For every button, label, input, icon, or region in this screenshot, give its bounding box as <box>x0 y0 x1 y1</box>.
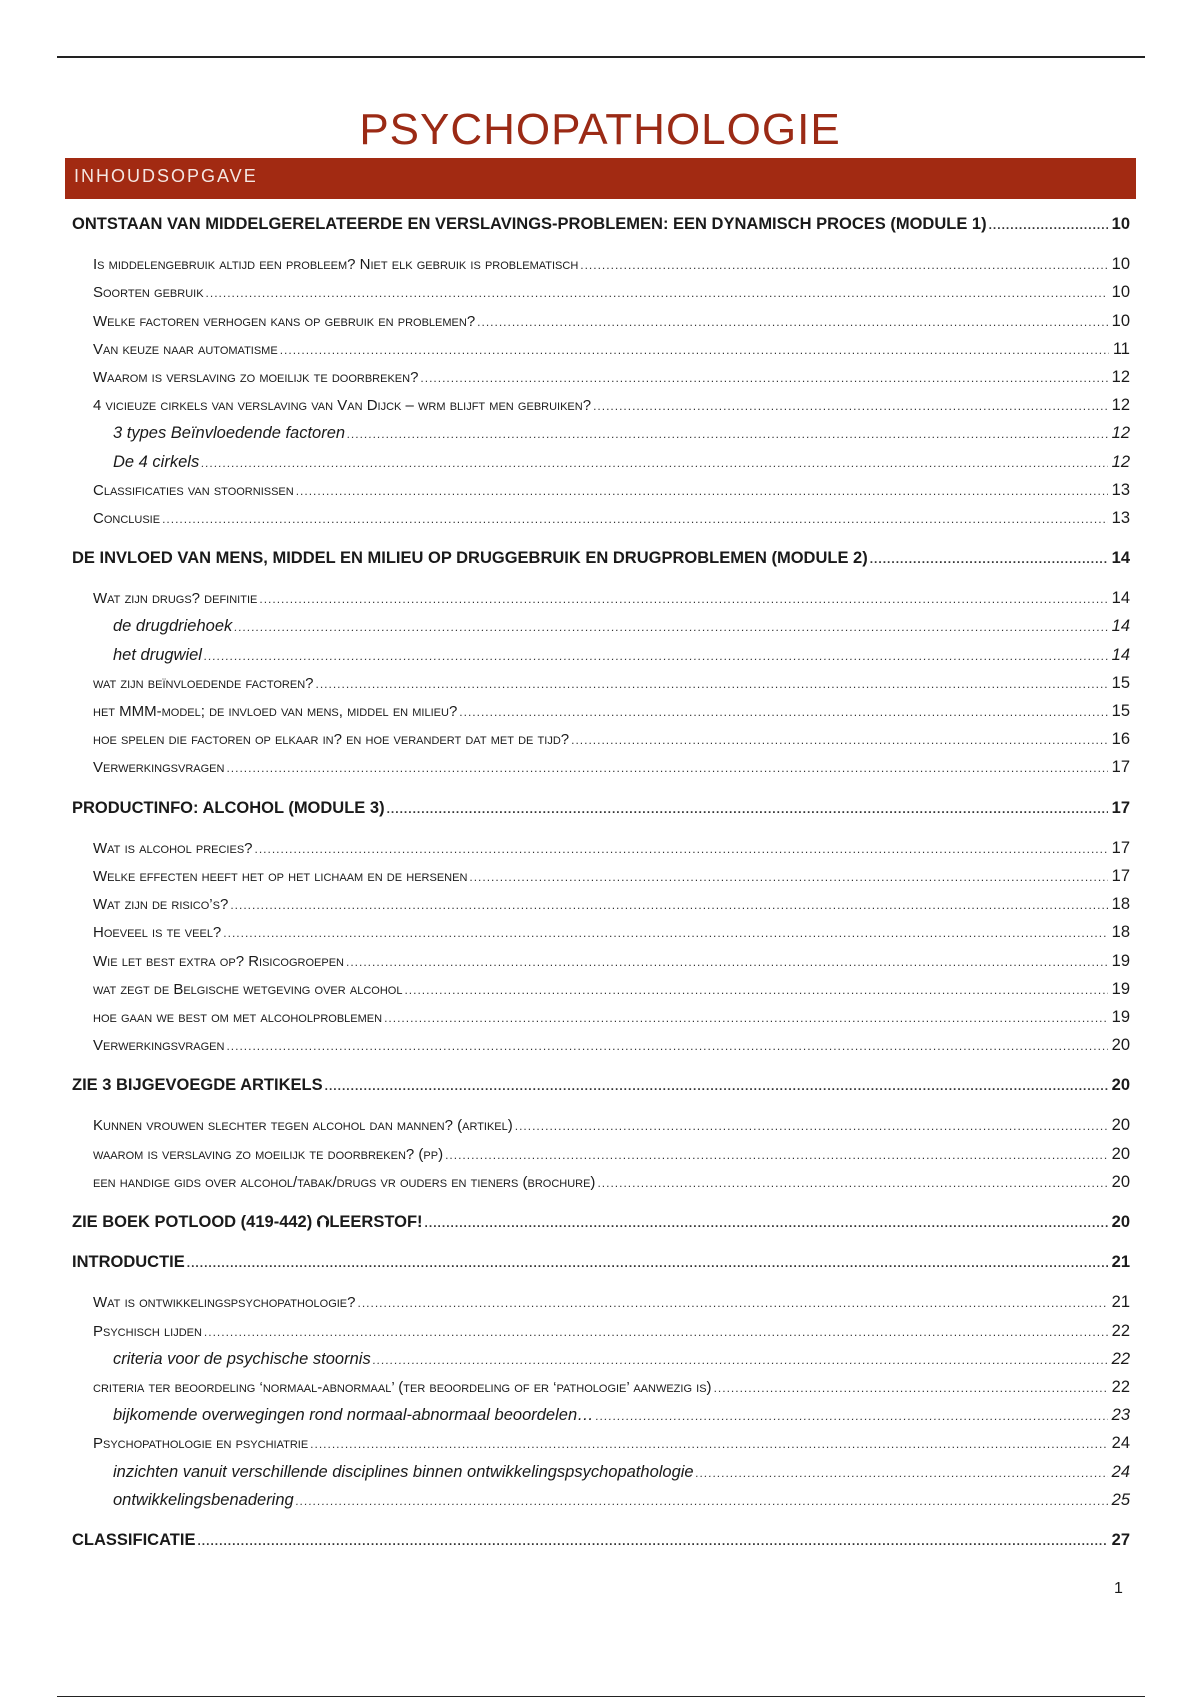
toc-leader-dots <box>206 279 1108 307</box>
toc-entry-page: 20 <box>1111 1116 1130 1135</box>
toc-leader-dots <box>384 1004 1108 1032</box>
toc-leader-dots <box>596 1401 1108 1430</box>
toc-leader-dots <box>226 754 1107 782</box>
toc-leader-dots <box>204 1318 1108 1346</box>
toc-leader-dots <box>989 210 1108 239</box>
toc-entry[interactable] <box>72 890 1130 918</box>
toc-leader-dots <box>162 505 1108 533</box>
toc-entry-title: Psychopathologie en psychiatrie <box>93 1435 309 1453</box>
toc-entry-title: Van keuze naar automatisme <box>93 340 278 358</box>
toc-entry[interactable] <box>72 1526 1130 1554</box>
toc-entry[interactable] <box>72 1429 1130 1457</box>
toc-entry[interactable] <box>72 753 1130 781</box>
toc-entry[interactable] <box>72 419 1130 447</box>
toc-leader-dots <box>420 364 1107 392</box>
toc-entry-page: 10 <box>1111 215 1130 233</box>
toc-entry[interactable] <box>72 1168 1130 1196</box>
toc-entry-page: 20 <box>1111 1213 1130 1231</box>
toc-leader-dots <box>310 1430 1107 1458</box>
toc-leader-dots <box>259 585 1107 613</box>
toc-leader-dots <box>347 419 1108 448</box>
toc-entry-title: De 4 cirkels <box>113 452 200 471</box>
toc-entry-page: 17 <box>1111 838 1130 857</box>
toc-entry-page: 18 <box>1111 923 1130 942</box>
toc-entry-page: 10 <box>1111 255 1130 274</box>
toc-entry-title: criteria ter beoordeling ‘normaal-abnormaal’ (ter beoordeling of er ‘pathologie’ aanwezig is) <box>93 1378 712 1396</box>
toc-entry-page: 20 <box>1111 1036 1130 1055</box>
toc-entry-page: 15 <box>1111 702 1130 720</box>
toc-leader-dots <box>593 392 1108 420</box>
toc-entry-title: Waarom is verslaving zo moeilijk te doorbreken? <box>93 368 419 386</box>
toc-entry-page: 23 <box>1111 1406 1130 1425</box>
toc-leader-dots <box>404 976 1107 1004</box>
toc-entry-title: waarom is verslaving zo moeilijk te doorbreken? (pp) <box>93 1145 444 1163</box>
toc-entry[interactable] <box>72 476 1130 504</box>
toc-entry-page: 27 <box>1111 1530 1130 1549</box>
toc-entry-page: 14 <box>1111 589 1130 608</box>
toc-entry-page: 15 <box>1111 673 1130 692</box>
toc-entry-title: Wat is alcohol precies? <box>93 839 253 857</box>
toc-leader-dots <box>204 641 1108 670</box>
toc-entry-title: Is middelengebruik altijd een probleem? Niet elk gebruik is problematisch <box>93 256 579 274</box>
toc-entry[interactable] <box>72 1031 1130 1059</box>
toc-entry-page: 21 <box>1111 1253 1130 1272</box>
toc-entry[interactable] <box>72 862 1130 890</box>
toc-entry-page: 19 <box>1111 1007 1130 1026</box>
toc-entry-title: wat zijn beïnvloedende factoren? <box>93 674 314 692</box>
toc-entry[interactable] <box>72 612 1130 640</box>
toc-entry-page: 22 <box>1111 1349 1130 1368</box>
toc-entry-title: Psychisch lijden <box>93 1322 202 1340</box>
toc-entry[interactable] <box>72 1208 1130 1236</box>
toc-leader-dots <box>234 612 1107 641</box>
toc-leader-dots <box>445 1141 1108 1169</box>
toc-entry-title: Welke factoren verhogen kans op gebruik en problemen? <box>93 312 476 330</box>
toc-entry-title: Verwerkingsvragen <box>93 1037 225 1055</box>
toc-entry-title: ZIE 3 BIJGEVOEGDE ARTIKELS <box>72 1076 323 1095</box>
toc-entry-page: 24 <box>1111 1462 1130 1481</box>
toc-entry-page: 17 <box>1111 798 1130 817</box>
toc-entry-page: 10 <box>1111 283 1130 302</box>
toc-entry-page: 24 <box>1111 1434 1130 1453</box>
toc-entry[interactable] <box>72 947 1130 975</box>
toc-entry[interactable] <box>72 1401 1130 1429</box>
toc-leader-dots <box>469 863 1107 891</box>
toc-leader-dots <box>870 544 1108 573</box>
toc-entry[interactable] <box>72 1458 1130 1486</box>
toc-entry-page: 14 <box>1111 549 1130 568</box>
toc-leader-dots <box>296 1486 1108 1515</box>
toc-leader-dots <box>425 1208 1108 1237</box>
toc-entry[interactable] <box>72 1345 1130 1373</box>
toc-entry-page: 20 <box>1111 1144 1130 1163</box>
toc-entry-title: Verwerkingsvragen <box>93 759 225 777</box>
toc-entry[interactable] <box>72 1317 1130 1345</box>
toc-entry[interactable] <box>72 1003 1130 1031</box>
toc-entry-page: 22 <box>1111 1321 1130 1340</box>
toc-entry-title: Conclusie <box>93 509 161 527</box>
toc-entry-page: 25 <box>1111 1490 1130 1509</box>
toc-entry-title: Kunnen vrouwen slechter tegen alcohol dan mannen? (artikel) <box>93 1117 513 1135</box>
toc-entry-page: 21 <box>1111 1293 1130 1312</box>
toc-entry-title: Welke effecten heeft het op het lichaam en de hersenen <box>93 867 468 885</box>
toc-entry-page: 22 <box>1111 1377 1130 1396</box>
toc-entry[interactable] <box>72 975 1130 1003</box>
toc-entry-title: Hoeveel is te veel? <box>93 924 222 942</box>
top-rule <box>57 56 1145 58</box>
toc-entry-title: Wie let best extra op? Risicogroepen <box>93 952 344 970</box>
toc-leader-dots <box>230 891 1107 919</box>
toc-entry[interactable] <box>72 448 1130 476</box>
toc-leader-dots <box>325 1071 1108 1100</box>
toc-entry-page: 11 <box>1112 339 1130 358</box>
page-number: 1 <box>1114 1580 1123 1597</box>
toc-leader-dots <box>346 948 1108 976</box>
toc-leader-dots <box>201 448 1107 477</box>
toc-entry[interactable] <box>72 335 1130 363</box>
toc-entry[interactable] <box>72 697 1130 725</box>
toc-entry-title: ZIE BOEK POTLOOD (419-442) ⮉LEERSTOF! <box>72 1213 423 1231</box>
toc-leader-dots <box>571 726 1108 754</box>
toc-entry[interactable] <box>72 641 1130 669</box>
toc-entry-title: ONTSTAAN VAN MIDDELGERELATEERDE EN VERSLAVINGS-PROBLEMEN: EEN DYNAMISCH PROCES (MODULE 1) <box>72 215 987 233</box>
toc-entry-page: 20 <box>1111 1076 1130 1095</box>
toc-entry-title: het MMM-model; de invloed van mens, middel en milieu? <box>93 703 458 720</box>
toc-entry-page: 17 <box>1111 866 1130 885</box>
toc-leader-dots <box>280 336 1109 364</box>
toc-leader-dots <box>373 1345 1108 1374</box>
toc-entry[interactable] <box>72 669 1130 697</box>
toc-entry-page: 12 <box>1111 396 1130 415</box>
toc-entry[interactable] <box>72 834 1130 862</box>
toc-entry[interactable] <box>72 794 1130 822</box>
toc-entry-page: 14 <box>1111 645 1130 664</box>
toc-entry[interactable] <box>72 725 1130 753</box>
toc-entry[interactable] <box>72 391 1130 419</box>
toc-entry-title: hoe spelen die factoren op elkaar in? en hoe verandert dat met de tijd? <box>93 731 570 749</box>
toc-leader-dots <box>515 1112 1108 1140</box>
toc-entry-title: Wat zijn de risico’s? <box>93 896 229 914</box>
toc-entry-title: INTRODUCTIE <box>72 1253 185 1272</box>
toc-entry[interactable] <box>72 1288 1130 1316</box>
toc-entry[interactable] <box>72 363 1130 391</box>
toc-entry-title: een handige gids over alcohol/tabak/drugs vr ouders en tieners (brochure) <box>93 1173 596 1191</box>
toc-entry-page: 10 <box>1111 311 1130 330</box>
toc-leader-dots <box>226 1032 1107 1060</box>
toc-entry-page: 20 <box>1111 1172 1130 1191</box>
toc-entry-page: 16 <box>1111 730 1130 749</box>
toc-entry-title: het drugwiel <box>113 645 202 664</box>
document-title: PSYCHOPATHOLOGIE <box>359 105 841 155</box>
table-of-contents <box>72 200 1130 1554</box>
toc-entry-page: 18 <box>1111 895 1130 914</box>
toc-entry-title: Soorten gebruik <box>93 284 204 302</box>
toc-entry-title: PRODUCTINFO: ALCOHOL (MODULE 3) <box>72 798 385 817</box>
toc-entry[interactable] <box>72 1373 1130 1401</box>
toc-entry[interactable] <box>72 504 1130 532</box>
toc-leader-dots <box>296 477 1108 505</box>
toc-leader-dots <box>597 1169 1107 1197</box>
toc-entry-title: Classificaties van stoornissen <box>93 481 294 499</box>
toc-entry-title: bijkomende overwegingen rond normaal-abnormaal beoordelen… <box>113 1406 594 1425</box>
toc-entry-title: CLASSIFICATIE <box>72 1530 196 1549</box>
toc-heading-banner <box>65 158 1136 199</box>
toc-entry-title: criteria voor de psychische stoornis <box>113 1349 371 1368</box>
toc-leader-dots <box>197 1526 1107 1555</box>
toc-entry[interactable] <box>72 1248 1130 1276</box>
toc-entry-title: de drugdriehoek <box>113 617 233 636</box>
toc-leader-dots <box>255 835 1108 863</box>
toc-leader-dots <box>187 1248 1108 1277</box>
toc-entry[interactable] <box>72 544 1130 572</box>
toc-entry[interactable] <box>72 1140 1130 1168</box>
toc-entry-title: DE INVLOED VAN MENS, MIDDEL EN MILIEU OP DRUGGEBRUIK EN DRUGPROBLEMEN (MODULE 2) <box>72 549 868 568</box>
toc-entry[interactable] <box>72 250 1130 278</box>
bottom-rule <box>57 1696 1145 1697</box>
toc-entry-title: 4 vicieuze cirkels van verslaving van Van Dijck – wrm blijft men gebruiken? <box>93 397 592 415</box>
toc-entry[interactable] <box>72 584 1130 612</box>
toc-entry-page: 19 <box>1111 951 1130 970</box>
toc-entry-page: 17 <box>1111 758 1130 777</box>
toc-leader-dots <box>714 1374 1108 1402</box>
toc-entry-page: 12 <box>1111 424 1130 443</box>
toc-entry[interactable] <box>72 307 1130 335</box>
toc-leader-dots <box>696 1458 1108 1487</box>
toc-entry[interactable] <box>72 1111 1130 1139</box>
toc-entry[interactable] <box>72 278 1130 306</box>
toc-entry[interactable] <box>72 918 1130 946</box>
toc-leader-dots <box>580 251 1107 279</box>
toc-entry-page: 13 <box>1111 508 1130 527</box>
toc-leader-dots <box>358 1289 1108 1317</box>
toc-entry[interactable] <box>72 1486 1130 1514</box>
toc-entry-page: 19 <box>1111 979 1130 998</box>
toc-leader-dots <box>223 919 1107 947</box>
toc-entry[interactable] <box>72 1071 1130 1099</box>
toc-entry-page: 12 <box>1111 452 1130 471</box>
toc-heading: INHOUDSOPGAVE <box>74 166 258 186</box>
toc-entry-title: inzichten vanuit verschillende disciplines binnen ontwikkelingspsychopathologie <box>113 1462 694 1481</box>
toc-entry-title: 3 types Beïnvloedende factoren <box>113 424 346 443</box>
toc-leader-dots <box>459 698 1107 726</box>
toc-entry-page: 14 <box>1111 617 1130 636</box>
toc-leader-dots <box>477 308 1107 336</box>
toc-entry-page: 13 <box>1111 480 1130 499</box>
toc-leader-dots <box>387 794 1108 823</box>
toc-entry-title: Wat is ontwikkelingspsychopathologie? <box>93 1294 356 1312</box>
toc-entry-page: 12 <box>1111 367 1130 386</box>
toc-entry-title: Wat zijn drugs? definitie <box>93 590 258 608</box>
toc-entry-title: ontwikkelingsbenadering <box>113 1490 294 1509</box>
toc-entry[interactable] <box>72 210 1130 238</box>
toc-leader-dots <box>316 670 1108 698</box>
toc-entry-title: hoe gaan we best om met alcoholproblemen <box>93 1008 383 1026</box>
toc-entry-title: wat zegt de Belgische wetgeving over alcohol <box>93 980 403 998</box>
